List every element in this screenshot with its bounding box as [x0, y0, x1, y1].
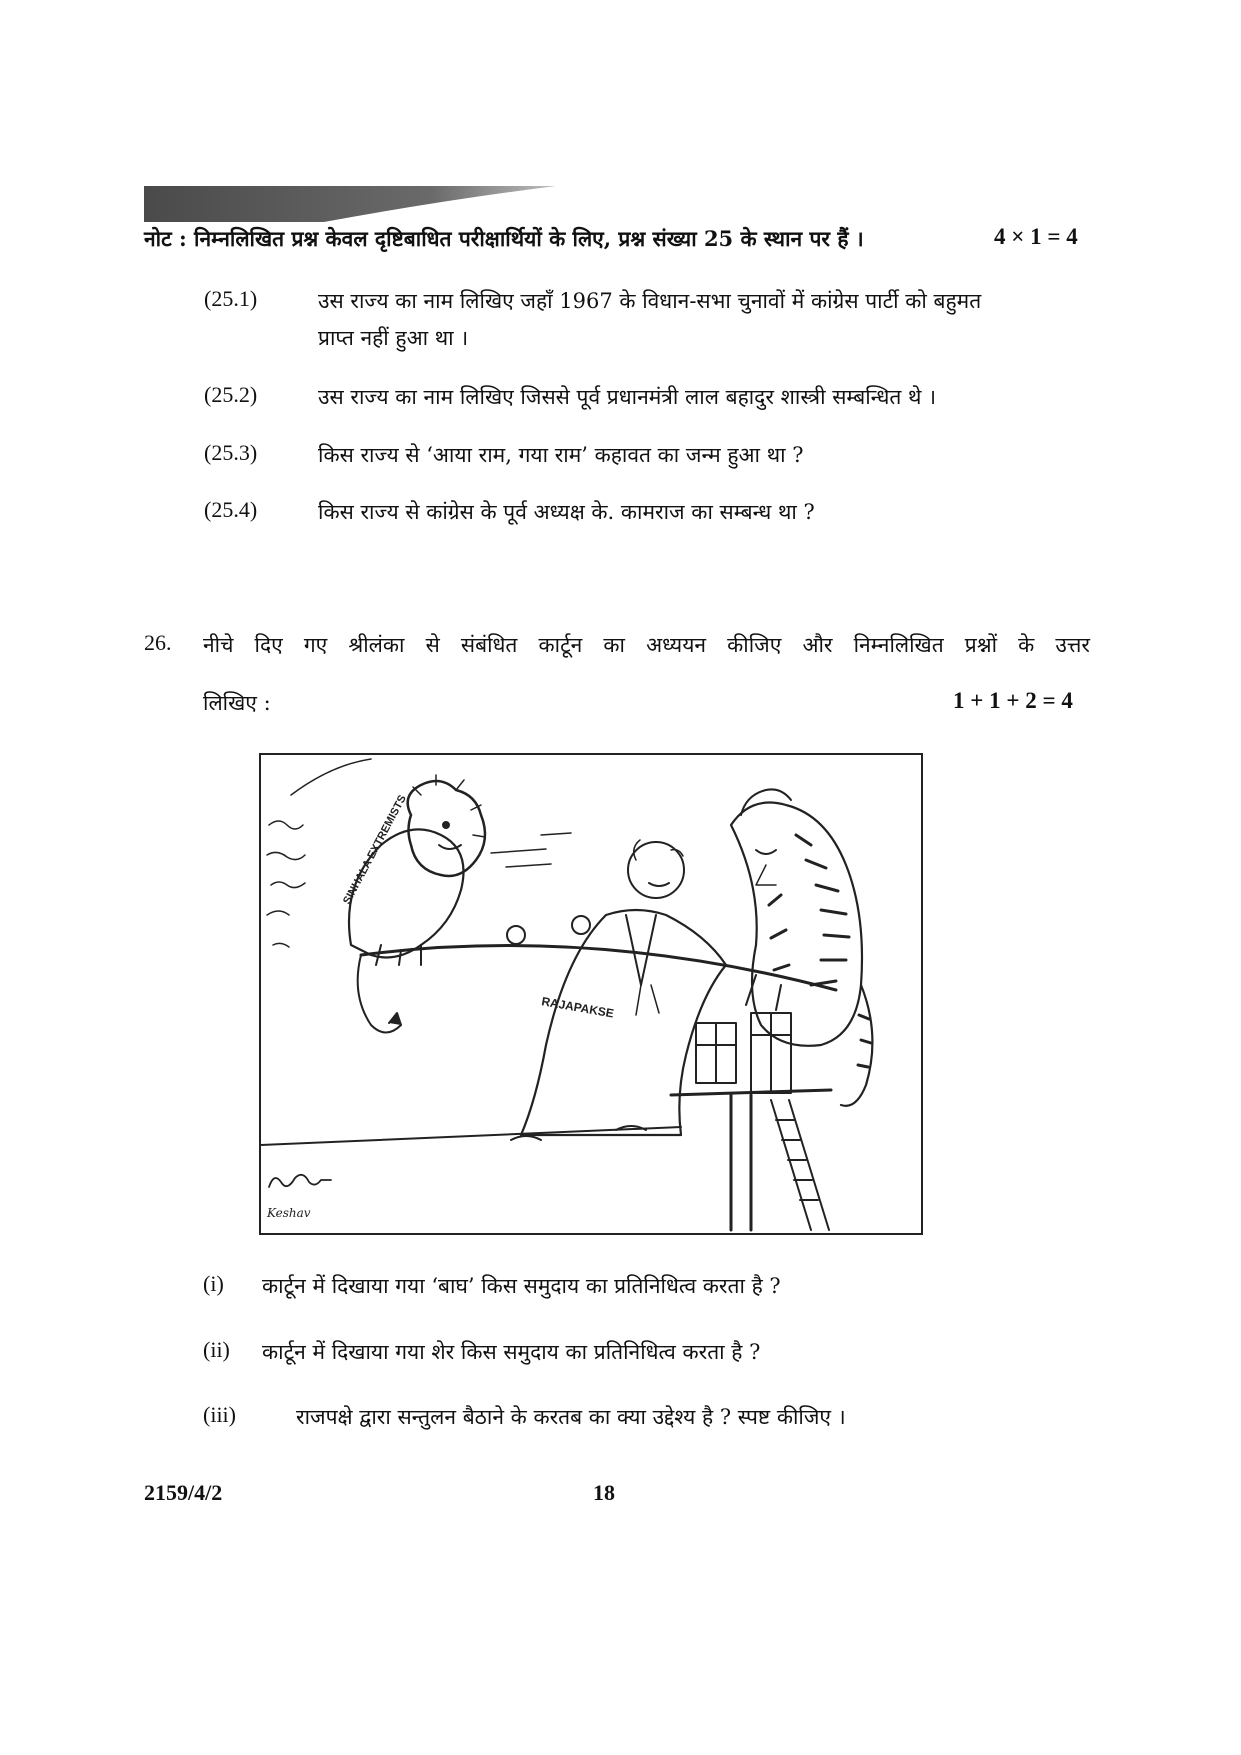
- q25-2-number: (25.2): [204, 382, 258, 407]
- q26-number: 26.: [144, 630, 172, 655]
- q26-marks: 1 + 1 + 2 = 4: [953, 688, 1073, 713]
- q26-iii-text: राजपक्षे द्वारा सन्तुलन बैठाने के करतब का क्या उद्देश्य है ? स्पष्ट कीजिए ।: [296, 1405, 846, 1429]
- note-text: नोट : निम्नलिखित प्रश्न केवल दृष्टिबाधित परीक्षार्थियों के लिए, प्रश्न संख्या 25 के स्थान पर हैं ।: [144, 226, 864, 251]
- cartoon-signature: Keshav: [267, 1206, 311, 1220]
- man-label: RAJAPAKSE: [540, 994, 615, 1021]
- note-marks: 4 × 1 = 4: [994, 224, 1078, 249]
- lion-label: SINHALA EXTREMISTS: [341, 793, 409, 907]
- q25-4-text: किस राज्य से कांग्रेस के पूर्व अध्यक्ष के. कामराज का सम्बन्ध था ?: [318, 500, 815, 524]
- q25-3-text: किस राज्य से ‘आया राम, गया राम’ कहावत का जन्म हुआ था ?: [318, 443, 804, 467]
- footer-page-number: 18: [593, 1480, 615, 1505]
- footer-paper-code: 2159/4/2: [144, 1480, 223, 1505]
- q25-1-text-line2: प्राप्त नहीं हुआ था ।: [318, 326, 469, 350]
- q25-2-text: उस राज्य का नाम लिखिए जिससे पूर्व प्रधानमंत्री लाल बहादुर शास्त्री सम्बन्धित थे ।: [318, 385, 937, 409]
- cartoon-image: [259, 753, 923, 1235]
- q25-3-number: (25.3): [204, 440, 258, 465]
- q26-i-number: (i): [203, 1271, 224, 1296]
- q26-iii-number: (iii): [203, 1402, 236, 1427]
- q25-1-number: (25.1): [204, 286, 258, 311]
- header-decorative-bar: [144, 186, 564, 222]
- q26-ii-number: (ii): [203, 1337, 230, 1362]
- q25-1-text-line1: उस राज्य का नाम लिखिए जहाँ 1967 के विधान-सभा चुनावों में कांग्रेस पार्टी को बहुमत: [318, 289, 982, 313]
- q25-4-number: (25.4): [204, 497, 258, 522]
- q26-ii-text: कार्टून में दिखाया गया शेर किस समुदाय का प्रतिनिधित्व करता है ?: [262, 1340, 761, 1364]
- q26-i-text: कार्टून में दिखाया गया ‘बाघ’ किस समुदाय का प्रतिनिधित्व करता है ?: [262, 1274, 781, 1298]
- q26-text-line1: नीचे दिए गए श्रीलंका से संबंधित कार्टून का अध्ययन कीजिए और निम्नलिखित प्रश्नों के उत्तर: [203, 633, 1090, 657]
- cartoon-drawing: [261, 755, 921, 1233]
- q26-text-line2: लिखिए :: [203, 691, 271, 715]
